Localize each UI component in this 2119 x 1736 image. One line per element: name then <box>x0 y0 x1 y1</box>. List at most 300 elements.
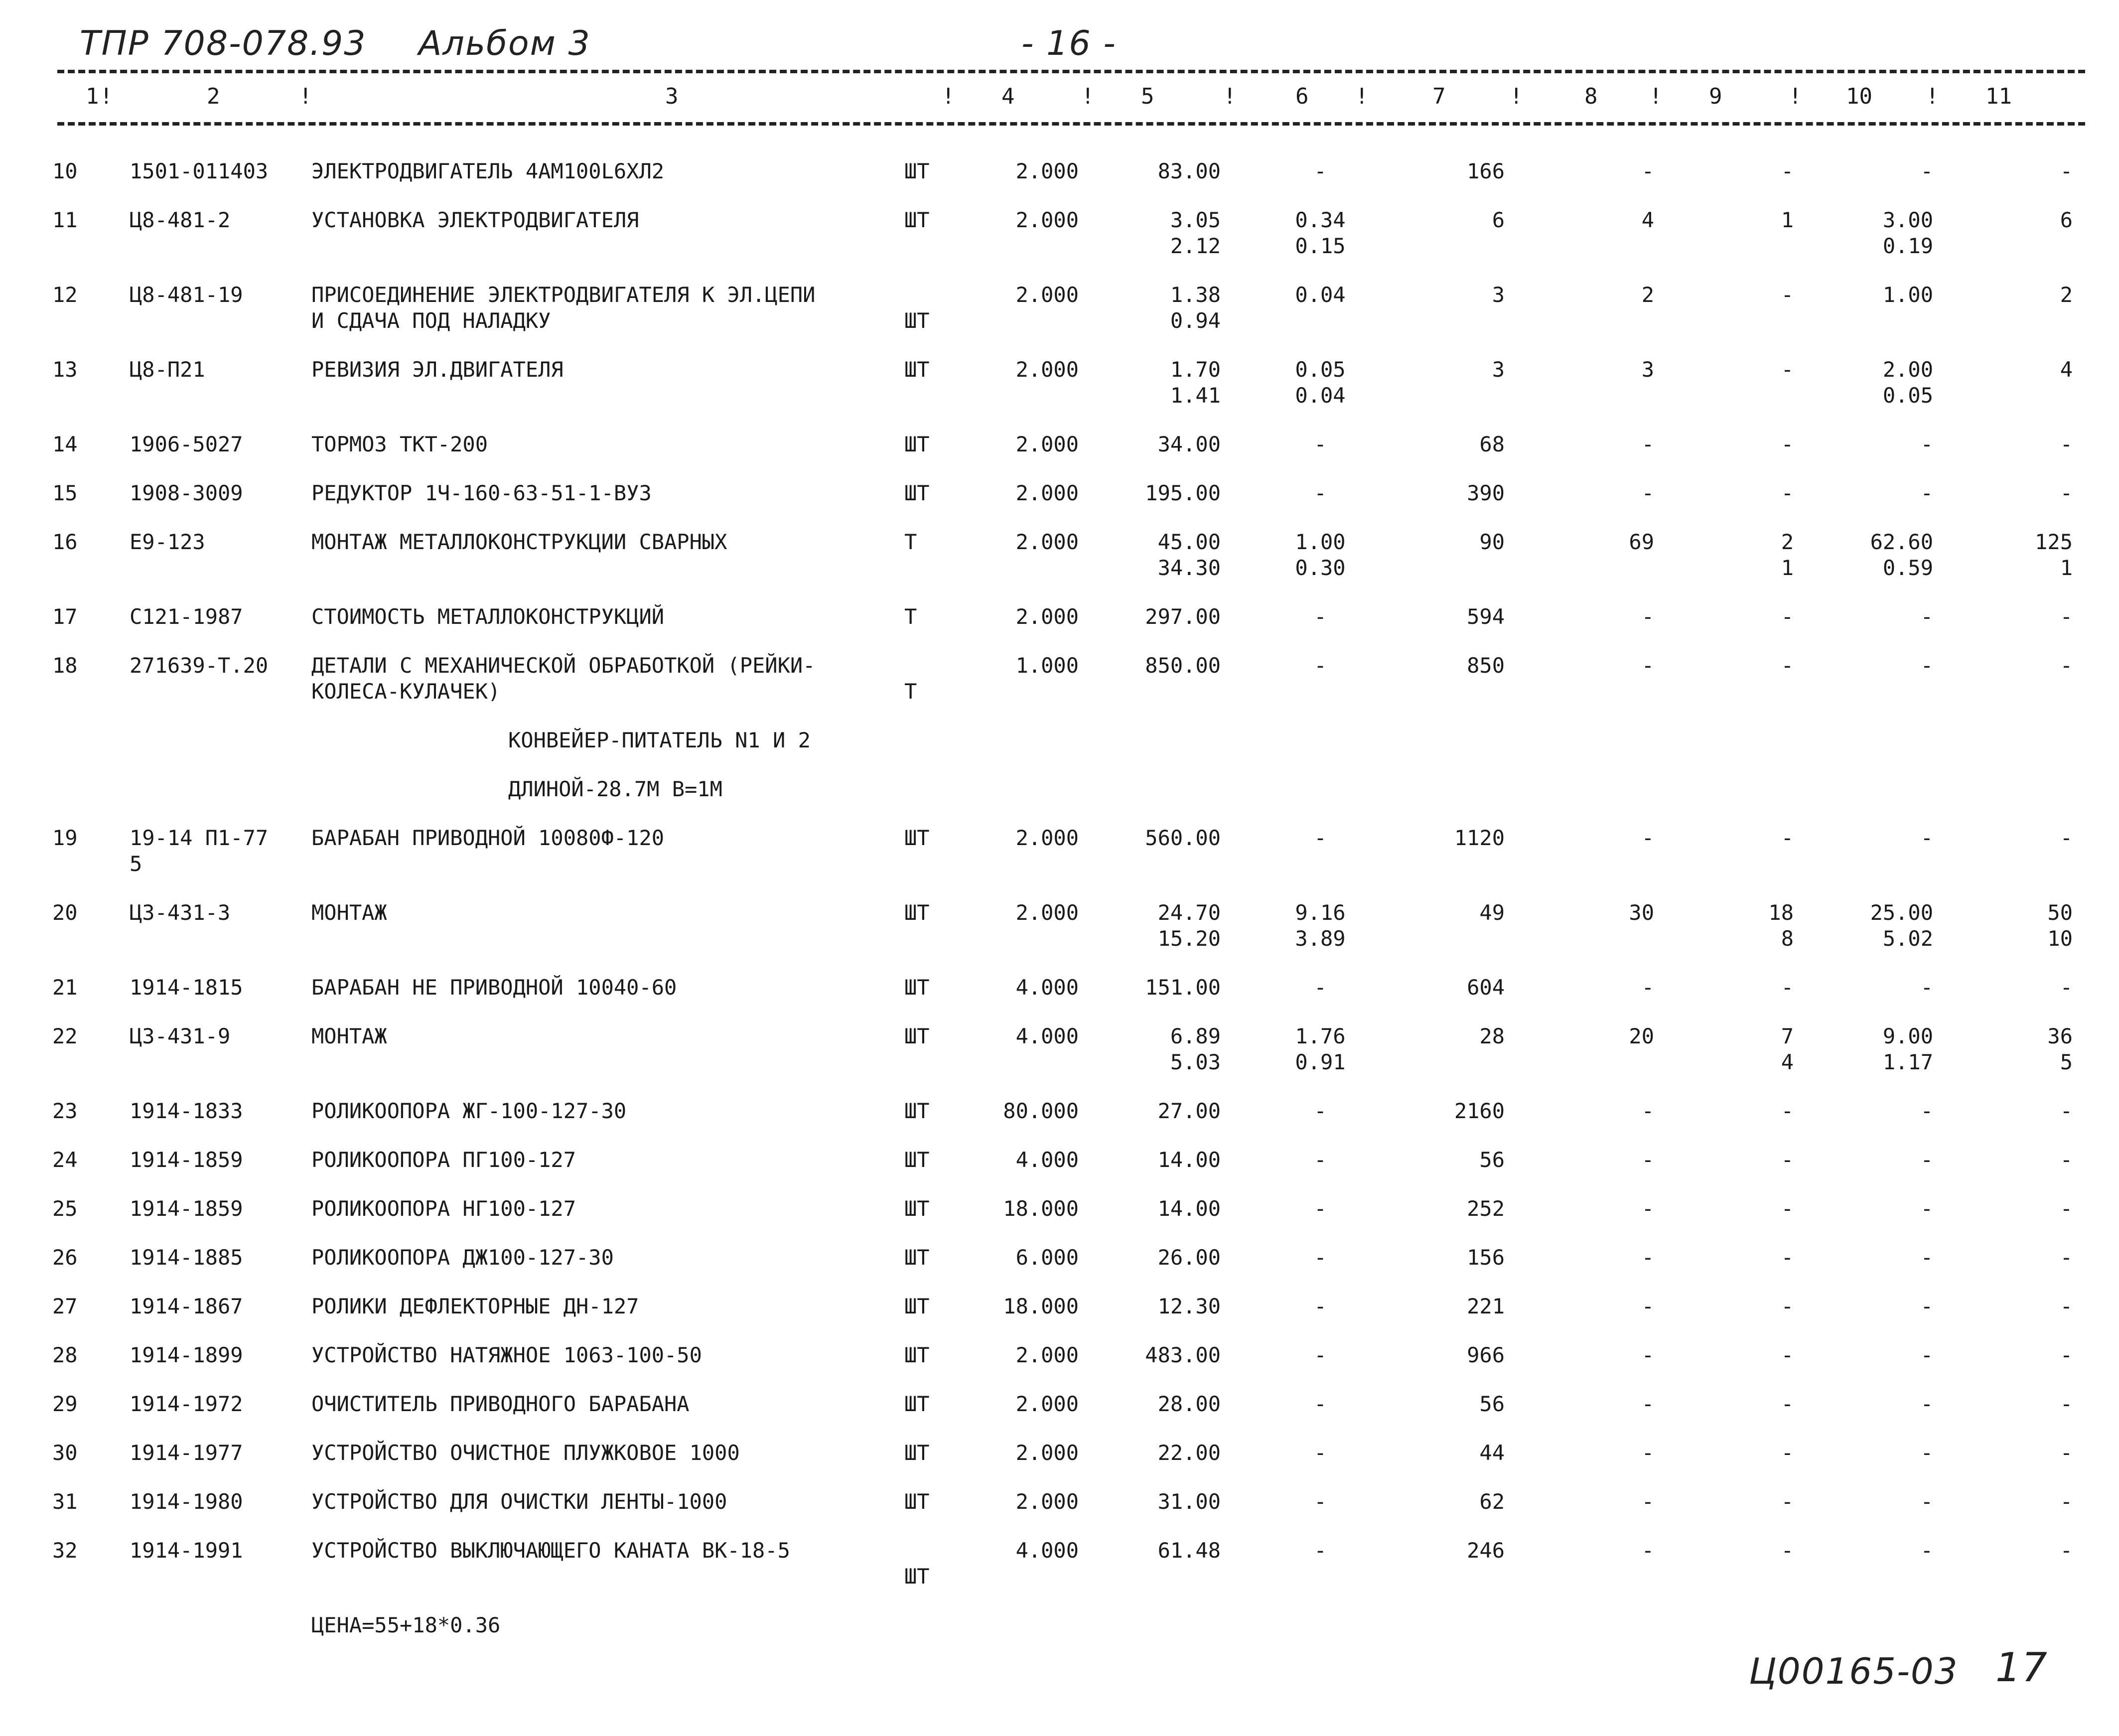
row-name: БАРАБАН НЕ ПРИВОДНОЙ 10040-60 <box>311 975 677 1000</box>
row-col9: - <box>1781 604 1794 629</box>
col-header-4: 4 <box>1001 84 1015 109</box>
row-col10: 9.00 1.17 <box>1882 1024 1933 1074</box>
row-code: Ц8-481-2 <box>130 208 231 232</box>
row-col7: 594 <box>1467 604 1505 629</box>
row-col9: - <box>1781 975 1794 1000</box>
col-separator: ! <box>1649 84 1663 109</box>
row-number: 20 <box>52 900 78 925</box>
row-col8: - <box>1641 1343 1654 1367</box>
row-col11: - <box>2060 1441 2073 1465</box>
row-col11: - <box>2060 432 2073 456</box>
row-quantity: 2.000 <box>1015 1441 1079 1465</box>
row-col8: 20 <box>1629 1024 1654 1048</box>
row-col11: - <box>2060 1245 2073 1270</box>
row-unit: ШТ <box>904 357 930 382</box>
row-col8: 69 <box>1629 530 1654 554</box>
row-quantity: 2.000 <box>1015 900 1079 925</box>
row-col9: - <box>1781 1392 1794 1416</box>
row-price: 297.00 <box>1145 604 1221 629</box>
row-number: 19 <box>52 826 78 850</box>
row-quantity: 2.000 <box>1015 826 1079 850</box>
table-row <box>0 282 2119 334</box>
row-col7: 90 <box>1479 530 1505 554</box>
estimate-table-body <box>0 158 2119 1638</box>
row-col10: 3.00 0.19 <box>1882 208 1933 258</box>
row-col11: - <box>2060 1196 2073 1221</box>
row-col10: - <box>1920 1196 1933 1221</box>
row-price: 151.00 <box>1145 975 1221 1000</box>
row-number: 12 <box>52 283 78 307</box>
price-note: ЦЕНА=55+18*0.36 <box>311 1613 501 1637</box>
row-code: 271639-Т.20 <box>130 653 269 678</box>
row-col11: - <box>2060 1538 2073 1563</box>
row-name: УСТРОЙСТВО НАТЯЖНОЕ 1063-100-50 <box>311 1343 702 1367</box>
row-unit: ШТ <box>904 826 930 850</box>
row-number: 11 <box>52 208 78 232</box>
row-col7: 44 <box>1479 1441 1505 1465</box>
row-name: УСТАНОВКА ЭЛЕКТРОДВИГАТЕЛЯ <box>311 208 639 232</box>
row-col6: - <box>1314 653 1327 678</box>
row-col8: 30 <box>1629 900 1654 925</box>
row-unit: ШТ <box>904 481 930 505</box>
header-rule-top <box>57 70 2085 73</box>
row-col6: - <box>1314 432 1327 456</box>
row-unit: Т <box>904 604 917 629</box>
row-col10: - <box>1920 1343 1933 1367</box>
header-album: Альбом 3 <box>419 24 591 63</box>
row-col6: - <box>1314 1441 1327 1465</box>
row-col10: - <box>1920 1148 1933 1172</box>
header-page-number: - 16 - <box>1021 24 1117 63</box>
row-quantity: 2.000 <box>1015 208 1079 232</box>
row-col7: 390 <box>1467 481 1505 505</box>
row-quantity: 2.000 <box>1015 604 1079 629</box>
row-code: Ц3-431-3 <box>130 900 231 925</box>
row-col11: - <box>2060 1392 2073 1416</box>
col-separator: ! <box>299 84 312 109</box>
row-code: 1908-3009 <box>130 481 243 505</box>
row-code: Ц3-431-9 <box>130 1024 231 1048</box>
row-quantity: 2.000 <box>1015 1392 1079 1416</box>
row-name: МОНТАЖ <box>311 1024 387 1048</box>
row-quantity: 2.000 <box>1015 1343 1079 1367</box>
col-header-7: 7 <box>1432 84 1446 109</box>
table-row <box>0 432 2119 457</box>
row-col9: - <box>1781 826 1794 850</box>
row-number: 16 <box>52 530 78 554</box>
row-name: ТОРМОЗ ТКТ-200 <box>311 432 488 456</box>
row-quantity: 2.000 <box>1015 481 1079 505</box>
row-col8: - <box>1641 1099 1654 1123</box>
row-number: 17 <box>52 604 78 629</box>
row-number: 31 <box>52 1489 78 1514</box>
row-name: УСТРОЙСТВО ВЫКЛЮЧАЮЩЕГО КАНАТА ВК-18-5 <box>311 1538 790 1563</box>
row-price: 34.00 <box>1157 432 1221 456</box>
row-code: 1914-1815 <box>130 975 243 1000</box>
row-number: 18 <box>52 653 78 678</box>
row-col11: - <box>2060 1099 2073 1123</box>
row-code: 1914-1991 <box>130 1538 243 1563</box>
row-col10: - <box>1920 975 1933 1000</box>
col-separator: ! <box>1510 84 1523 109</box>
row-unit: ШТ <box>904 432 930 456</box>
row-col9: 2 1 <box>1781 530 1794 580</box>
row-col9: - <box>1781 1441 1794 1465</box>
row-col8: - <box>1641 1148 1654 1172</box>
table-row <box>0 653 2119 705</box>
row-unit: ШТ <box>904 1343 930 1367</box>
row-col11: 125 1 <box>2035 530 2073 580</box>
row-number: 27 <box>52 1294 78 1318</box>
row-price: 3.05 2.12 <box>1170 208 1221 258</box>
row-col11: - <box>2060 1148 2073 1172</box>
row-col7: 604 <box>1467 975 1505 1000</box>
row-col11: 36 5 <box>2047 1024 2073 1074</box>
table-row <box>0 975 2119 1001</box>
row-col7: 156 <box>1467 1245 1505 1270</box>
row-number: 25 <box>52 1196 78 1221</box>
footer-document-code: Ц00165-03 <box>1749 1650 1959 1692</box>
row-code: Ц8-П21 <box>130 357 205 382</box>
row-code: 1914-1899 <box>130 1343 243 1367</box>
row-col9: - <box>1781 1099 1794 1123</box>
table-row <box>0 1196 2119 1222</box>
row-unit: ШТ <box>904 1148 930 1172</box>
row-col9: - <box>1781 1343 1794 1367</box>
row-col8: 3 <box>1641 357 1654 382</box>
row-unit: ШТ <box>904 208 930 232</box>
row-name: МОНТАЖ МЕТАЛЛОКОНСТРУКЦИИ СВАРНЫХ <box>311 530 727 554</box>
row-number: 23 <box>52 1099 78 1123</box>
row-col6: 0.04 <box>1295 283 1346 307</box>
row-col11: 2 <box>2060 283 2073 307</box>
row-unit: ШТ <box>904 1024 930 1048</box>
row-price: 850.00 <box>1145 653 1221 678</box>
row-number: 32 <box>52 1538 78 1563</box>
row-col7: 2160 <box>1454 1099 1505 1123</box>
row-col9: 1 <box>1781 208 1794 232</box>
row-name: РЕДУКТОР 1Ч-160-63-51-1-ВУЗ <box>311 481 652 505</box>
table-row <box>0 158 2119 184</box>
row-code: 1914-1833 <box>130 1099 243 1123</box>
col-separator: ! <box>1223 84 1237 109</box>
row-quantity: 4.000 <box>1015 975 1079 1000</box>
row-col8: - <box>1641 826 1654 850</box>
row-col7: 6 <box>1492 208 1505 232</box>
col-separator: ! <box>100 84 113 109</box>
row-unit: ШТ <box>904 1099 930 1123</box>
row-col8: 2 <box>1641 283 1654 307</box>
row-col7: 68 <box>1479 432 1505 456</box>
row-code: С121-1987 <box>130 604 243 629</box>
row-number: 28 <box>52 1343 78 1367</box>
row-col10: - <box>1920 432 1933 456</box>
row-col9: - <box>1781 481 1794 505</box>
table-row <box>0 1391 2119 1417</box>
row-price: 31.00 <box>1157 1489 1221 1514</box>
row-quantity: 4.000 <box>1015 1148 1079 1172</box>
row-col7: 62 <box>1479 1489 1505 1514</box>
row-col9: 18 8 <box>1768 900 1794 951</box>
row-col8: - <box>1641 1538 1654 1563</box>
row-col10: - <box>1920 653 1933 678</box>
row-price: 24.70 15.20 <box>1157 900 1221 951</box>
row-col10: - <box>1920 1294 1933 1318</box>
row-col7: 252 <box>1467 1196 1505 1221</box>
row-quantity: 2.000 <box>1015 357 1079 382</box>
row-unit: ШТ <box>904 1441 930 1465</box>
row-name: БАРАБАН ПРИВОДНОЙ 10080Ф-120 <box>311 826 665 850</box>
row-price: 45.00 34.30 <box>1157 530 1221 580</box>
row-unit: ШТ <box>904 308 930 333</box>
row-col10: 2.00 0.05 <box>1882 357 1933 408</box>
row-name: РОЛИКООПОРА ДЖ100-127-30 <box>311 1245 614 1270</box>
row-quantity: 2.000 <box>1015 432 1079 456</box>
row-col10: 62.60 0.59 <box>1870 530 1933 580</box>
table-row <box>0 1023 2119 1075</box>
row-price: 83.00 <box>1157 159 1221 183</box>
row-name: МОНТАЖ <box>311 900 387 925</box>
row-col9: - <box>1781 159 1794 183</box>
row-unit: ШТ <box>904 975 930 1000</box>
row-col6: - <box>1314 1196 1327 1221</box>
row-col9: - <box>1781 1538 1794 1563</box>
row-col6: 1.76 0.91 <box>1295 1024 1346 1074</box>
row-col7: 28 <box>1479 1024 1505 1048</box>
row-col10: - <box>1920 826 1933 850</box>
table-row <box>0 1098 2119 1124</box>
row-col6: - <box>1314 1294 1327 1318</box>
section-heading: ДЛИНОЙ-28.7М В=1М <box>508 777 722 801</box>
row-col10: - <box>1920 1099 1933 1123</box>
row-number: 29 <box>52 1392 78 1416</box>
row-col11: - <box>2060 975 2073 1000</box>
row-col6: 9.16 3.89 <box>1295 900 1346 951</box>
row-code: 1914-1867 <box>130 1294 243 1318</box>
row-col10: 25.00 5.02 <box>1870 900 1933 951</box>
row-code: 1501-011403 <box>130 159 269 183</box>
row-col6: - <box>1314 826 1327 850</box>
row-unit: ШТ <box>904 1489 930 1514</box>
row-col9: 7 4 <box>1781 1024 1794 1074</box>
row-unit: Т <box>904 530 917 554</box>
row-name: ДЕТАЛИ С МЕХАНИЧЕСКОЙ ОБРАБОТКОЙ (РЕЙКИ- КОЛЕСА-КУЛАЧЕК) <box>311 653 816 704</box>
col-header-1: 1 <box>86 84 99 109</box>
row-col8: - <box>1641 1294 1654 1318</box>
row-col7: 49 <box>1479 900 1505 925</box>
row-quantity: 2.000 <box>1015 1489 1079 1514</box>
row-col6: - <box>1314 1392 1327 1416</box>
row-code: 1914-1977 <box>130 1441 243 1465</box>
row-name: РОЛИКООПОРА ЖГ-100-127-30 <box>311 1099 627 1123</box>
row-quantity: 80.000 <box>1003 1099 1079 1123</box>
col-header-9: 9 <box>1709 84 1722 109</box>
row-price: 14.00 <box>1157 1148 1221 1172</box>
row-col11: - <box>2060 159 2073 183</box>
row-number: 26 <box>52 1245 78 1270</box>
col-header-10: 10 <box>1846 84 1872 109</box>
row-quantity: 4.000 <box>1015 1024 1079 1048</box>
header-document-code: ТПР 708-078.93 <box>80 24 367 63</box>
row-col8: - <box>1641 159 1654 183</box>
row-quantity: 4.000 <box>1015 1538 1079 1563</box>
row-col11: 6 <box>2060 208 2073 232</box>
row-number: 14 <box>52 432 78 456</box>
row-number: 24 <box>52 1148 78 1172</box>
col-header-8: 8 <box>1584 84 1598 109</box>
table-row <box>0 825 2119 877</box>
row-code: Е9-123 <box>130 530 205 554</box>
row-col7: 966 <box>1467 1343 1505 1367</box>
row-col11: - <box>2060 1294 2073 1318</box>
row-col9: - <box>1781 1245 1794 1270</box>
table-row <box>0 529 2119 581</box>
row-col10: - <box>1920 1538 1933 1563</box>
row-col6: - <box>1314 481 1327 505</box>
row-quantity: 6.000 <box>1015 1245 1079 1270</box>
row-col9: - <box>1781 357 1794 382</box>
table-row <box>0 207 2119 259</box>
row-col6: - <box>1314 604 1327 629</box>
row-code: 1906-5027 <box>130 432 243 456</box>
row-col6: - <box>1314 1489 1327 1514</box>
row-col10: - <box>1920 481 1933 505</box>
col-header-6: 6 <box>1295 84 1309 109</box>
row-col6: - <box>1314 159 1327 183</box>
row-col6: - <box>1314 1099 1327 1123</box>
row-col6: 0.05 0.04 <box>1295 357 1346 408</box>
table-row <box>0 900 2119 952</box>
row-price: 6.89 5.03 <box>1170 1024 1221 1074</box>
row-price: 22.00 <box>1157 1441 1221 1465</box>
row-col10: - <box>1920 1489 1933 1514</box>
row-code: Ц8-481-19 <box>130 283 243 307</box>
row-col9: - <box>1781 283 1794 307</box>
row-col10: - <box>1920 1441 1933 1465</box>
table-row <box>0 1294 2119 1319</box>
col-header-11: 11 <box>1985 84 2012 109</box>
row-col6: - <box>1314 1538 1327 1563</box>
row-col7: 56 <box>1479 1148 1505 1172</box>
row-col6: - <box>1314 1343 1327 1367</box>
row-price: 26.00 <box>1157 1245 1221 1270</box>
col-separator: ! <box>942 84 955 109</box>
footer-sheet-number: 17 <box>1995 1644 2048 1691</box>
row-quantity: 2.000 <box>1015 159 1079 183</box>
row-col11: - <box>2060 826 2073 850</box>
row-col10: - <box>1920 159 1933 183</box>
row-col11: 4 <box>2060 357 2073 382</box>
row-name: РОЛИКООПОРА НГ100-127 <box>311 1196 576 1221</box>
row-price: 195.00 <box>1145 481 1221 505</box>
row-price: 61.48 <box>1157 1538 1221 1563</box>
row-name: РЕВИЗИЯ ЭЛ.ДВИГАТЕЛЯ <box>311 357 564 382</box>
row-col9: - <box>1781 432 1794 456</box>
row-name: РОЛИКООПОРА ПГ100-127 <box>311 1148 576 1172</box>
row-col9: - <box>1781 653 1794 678</box>
row-code: 1914-1972 <box>130 1392 243 1416</box>
row-number: 10 <box>52 159 78 183</box>
row-name: СТОИМОСТЬ МЕТАЛЛОКОНСТРУКЦИЙ <box>311 604 665 629</box>
table-row <box>0 604 2119 630</box>
row-col11: - <box>2060 1489 2073 1514</box>
row-code: 1914-1859 <box>130 1196 243 1221</box>
row-col8: - <box>1641 1441 1654 1465</box>
row-number: 21 <box>52 975 78 1000</box>
row-name: УСТРОЙСТВО ОЧИСТНОЕ ПЛУЖКОВОЕ 1000 <box>311 1441 740 1465</box>
table-row <box>0 1245 2119 1271</box>
row-number: 22 <box>52 1024 78 1048</box>
row-col7: 3 <box>1492 357 1505 382</box>
row-name: ПРИСОЕДИНЕНИЕ ЭЛЕКТРОДВИГАТЕЛЯ К ЭЛ.ЦЕПИ И СДАЧА ПОД НАЛАДКУ <box>311 283 816 333</box>
row-col6: 0.34 0.15 <box>1295 208 1346 258</box>
row-col10: 1.00 <box>1882 283 1933 307</box>
row-name: ОЧИСТИТЕЛЬ ПРИВОДНОГО БАРАБАНА <box>311 1392 690 1416</box>
row-unit: ШТ <box>904 1392 930 1416</box>
row-unit: ШТ <box>904 159 930 183</box>
row-col11: 50 10 <box>2047 900 2073 951</box>
table-row <box>0 1538 2119 1590</box>
table-row <box>0 1440 2119 1466</box>
col-separator: ! <box>1355 84 1369 109</box>
row-price: 1.70 1.41 <box>1170 357 1221 408</box>
row-code: 19-14 П1-77 5 <box>130 826 269 876</box>
row-col9: - <box>1781 1489 1794 1514</box>
row-col11: - <box>2060 481 2073 505</box>
row-code: 1914-1859 <box>130 1148 243 1172</box>
row-col9: - <box>1781 1148 1794 1172</box>
row-col9: - <box>1781 1196 1794 1221</box>
row-number: 13 <box>52 357 78 382</box>
row-quantity: 2.000 <box>1015 530 1079 554</box>
row-col11: - <box>2060 604 2073 629</box>
column-number-header <box>0 84 2119 114</box>
row-col10: - <box>1920 1392 1933 1416</box>
row-unit: ШТ <box>904 1245 930 1270</box>
row-price: 12.30 <box>1157 1294 1221 1318</box>
row-col8: - <box>1641 1245 1654 1270</box>
table-row <box>0 357 2119 409</box>
table-row <box>0 1342 2119 1368</box>
row-col7: 166 <box>1467 159 1505 183</box>
row-number: 30 <box>52 1441 78 1465</box>
table-row <box>0 1489 2119 1515</box>
row-col8: - <box>1641 604 1654 629</box>
row-col6: 1.00 0.30 <box>1295 530 1346 580</box>
row-name: РОЛИКИ ДЕФЛЕКТОРНЫЕ ДН-127 <box>311 1294 639 1318</box>
row-col7: 246 <box>1467 1538 1505 1563</box>
row-code: 1914-1980 <box>130 1489 243 1514</box>
row-quantity: 18.000 <box>1003 1196 1079 1221</box>
row-price: 1.38 0.94 <box>1170 283 1221 333</box>
row-code: 1914-1885 <box>130 1245 243 1270</box>
row-col7: 1120 <box>1454 826 1505 850</box>
col-separator: ! <box>1926 84 1939 109</box>
row-col9: - <box>1781 1294 1794 1318</box>
col-header-2: 2 <box>207 84 220 109</box>
row-quantity: 1.000 <box>1015 653 1079 678</box>
row-col10: - <box>1920 1245 1933 1270</box>
table-row <box>0 480 2119 506</box>
row-name: ЭЛЕКТРОДВИГАТЕЛЬ 4АМ100L6ХЛ2 <box>311 159 665 183</box>
row-col8: - <box>1641 432 1654 456</box>
row-col7: 56 <box>1479 1392 1505 1416</box>
row-price: 28.00 <box>1157 1392 1221 1416</box>
row-price: 483.00 <box>1145 1343 1221 1367</box>
row-col8: - <box>1641 1489 1654 1514</box>
row-col8: - <box>1641 975 1654 1000</box>
row-col6: - <box>1314 1148 1327 1172</box>
